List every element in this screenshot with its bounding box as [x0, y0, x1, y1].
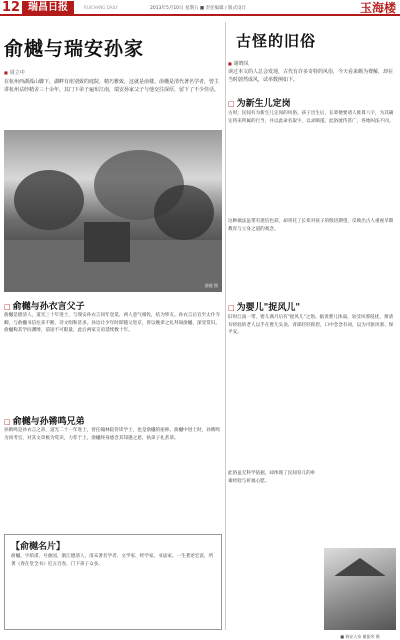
subheading: □ 俞樾与孙衣言父子: [4, 299, 85, 312]
article-author: ■ 周立中: [4, 69, 25, 76]
article-left: [4, 22, 222, 630]
newspaper-brand-en: RUICHANG DAILY: [84, 5, 118, 10]
photo-caption: ■ 瑞安人家 谢振荣 摄: [340, 634, 380, 639]
subheading: □ 俞樾与孙锵鸣兄弟: [4, 414, 85, 427]
body-text: 这种做法虽带有迷信色彩，却寄托了长辈对孩子的殷切期望，反映出古人重视早期教育与立身之道的观念。: [228, 219, 394, 232]
photo-credit: 俞楼 摄: [204, 283, 218, 288]
box-title: 【俞樾名片】: [11, 542, 66, 552]
article-lead: 在杭州西湖孤山脚下，湖畔有座别致的庭院，精巧雅致，这就是俞楼。俞樾是清代著名学者，曾主讲杭州诂经精舍三十余年，其门下弟子遍布江南，瑞安孙家父子与他交往深厚，留下了不少佳话。: [4, 79, 220, 94]
page-header: [0, 0, 400, 16]
sidebar-box: [4, 534, 222, 630]
issue-meta: 2013年5月10日 星期五 ■ 责任编辑 / 版式设计: [150, 6, 246, 11]
newspaper-brand: 瑞昌日报: [22, 1, 74, 15]
photo-tree: [154, 185, 214, 240]
body-text: 古时，民间有为新生儿定岗的风俗。孩子出生后，长辈便要请人推算八字，为其确定将来所属的行当，并以此命名取字，以求顺遂。此俗流传甚广，各地叫法不同。: [228, 111, 394, 124]
section-title: 玉海楼: [359, 1, 396, 15]
article-lead: 读过本文的人总会发现，古代有许多奇特的风俗，今天看来颇为费解，却在当时蔚然成风，试举数例如下。: [228, 69, 394, 83]
body-text: 孙锵鸣是孙衣言之弟，道光二十一年进士，曾任翰林院侍读学士，也是俞樾的座师。俞樾中进士时，孙锵鸣为同考官，对其文章极为赏识，力荐于上，俞樾终身感念其知遇之恩，执弟子礼甚恭。: [4, 428, 220, 441]
body-text: 旧时江南一带，婴儿满月后有"捉风儿"之俗。据说婴儿体弱，易受风邪侵扰，须请有经验的老人以手在婴儿头顶、背部轻轻抓捏，口中念念有词，以为可驱风邪、保平安。: [228, 315, 394, 336]
subheading: □ 为新生儿定岗: [228, 96, 291, 109]
article-right: [228, 22, 396, 639]
box-text: 俞樾，字荫甫，号曲园，浙江德清人，清末著名学者、文学家、经学家、书法家。一生著述宏富，所著《春在堂全书》近五百卷，门下弟子众多。: [11, 554, 214, 567]
article-title: 俞樾与瑞安孙家: [4, 38, 145, 60]
column-divider: [225, 22, 226, 630]
article-photo: [4, 130, 222, 292]
page-number: 12: [2, 0, 21, 15]
photo-tree: [14, 170, 84, 230]
body-text: 俞樾是德清人，道光三十年进士，与瑞安孙衣言同年登第，两人意气相投，结为挚友。孙衣言后官至太仆寺卿，与俞樾书信往来不断，诗文唱和甚多。孙诒让少年时即随父进京，曾以晚辈之礼拜谒俞樾，深受赏识。俞樾称其学问渊博，前途不可限量，此后两家交谊延续数十年。: [4, 313, 220, 334]
article-author: ■ 谢晓凤: [228, 60, 249, 67]
article-title: 古怪的旧俗: [236, 32, 317, 50]
subheading: □ 为婴儿"捉风儿": [228, 300, 300, 313]
photo-roof: [328, 558, 392, 576]
body-text: 此俗虽无科学依据，却体现了民间育儿的朴素经验与祈福心愿。: [228, 471, 316, 484]
article-photo: [324, 548, 396, 639]
photo-gate: [84, 222, 130, 262]
